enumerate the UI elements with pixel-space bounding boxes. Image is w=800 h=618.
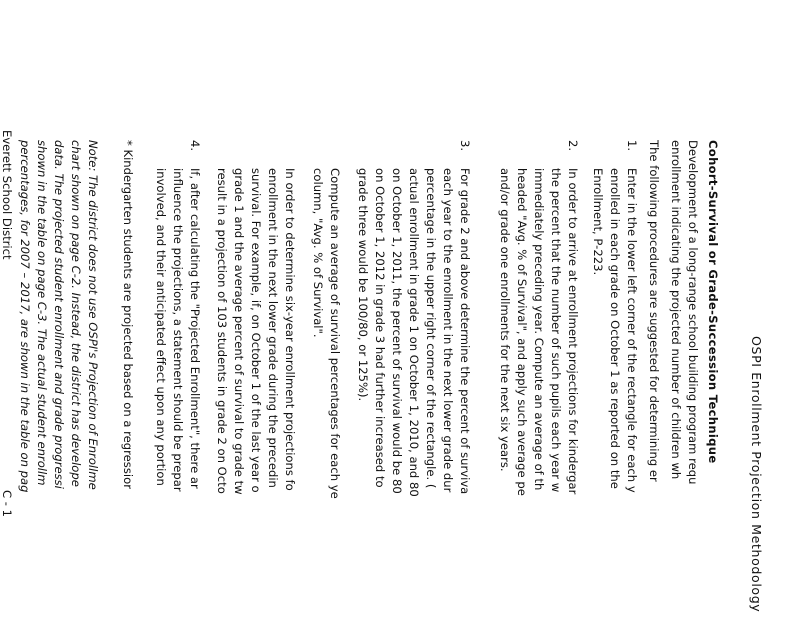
- list-item-line: column, "Avg. % of Survival".: [311, 168, 325, 338]
- list-item-line: grade 1 and the average percent of survival to grade tw: [232, 168, 246, 495]
- list-item-line: each year to the enrollment in the next lower grade dur: [441, 168, 455, 493]
- note-line: chart shown on page C-2. Instead, the district has develope: [69, 140, 83, 487]
- list-item-line: For grade 2 and above determine the percent of surviva: [458, 168, 472, 495]
- list-item-line: In order to arrive at enrollment projections for kindergar: [566, 168, 580, 495]
- list-item-line: survival. For example, if, on October 1 of the last year o: [249, 168, 263, 493]
- list-item-line: on October 1, 2011, the percent of survival would be 80: [390, 168, 404, 494]
- list-item-line: and/or grade one enrollments for the next six years.: [498, 168, 512, 472]
- list-item-line: the percent that the number of such pupils each year w: [549, 168, 563, 493]
- section-heading: Cohort-Survival or Grade-Succession Technique: [706, 140, 720, 464]
- note-line: percentages, for 2007 – 2017, are shown in the table on pag: [18, 140, 32, 493]
- list-item-line: influence the projections, a statement should be prepar: [171, 168, 185, 492]
- list-item-number: 1.: [625, 140, 639, 152]
- note-line: shown in the table on page C-3. The actual student enrollm: [35, 140, 49, 486]
- footer-page-number: C - 1: [0, 490, 14, 518]
- list-item-number: 4.: [188, 140, 202, 152]
- footnote: * Kindergarten students are projected based on a regressior: [121, 140, 135, 489]
- list-item-line: If, after calculating the "Projected Enrollment", there ar: [188, 168, 202, 489]
- intro-line: The following procedures are suggested for determining er: [647, 140, 661, 482]
- list-item-line: result in a projection of 103 students in grade 2 on Octo: [215, 168, 229, 494]
- page-title: OSPI Enrollment Projection Methodology: [749, 336, 764, 613]
- list-item-line: immediately preceding year. Compute an average of th: [532, 168, 546, 491]
- list-item-line: involved, and their anticipated effect upon any portion: [154, 168, 168, 486]
- list-item-line: enrolled in each grade on October 1 as reported on the: [608, 168, 622, 489]
- list-item-number: 3.: [458, 140, 472, 152]
- list-item-line: enrollment in the next lower grade during the precedin: [266, 168, 280, 488]
- list-item-line: on October 1, 2012 in grade 3 had further increased to: [373, 168, 387, 488]
- list-item-number: 2.: [566, 140, 580, 152]
- intro-line: Development of a long-range school building program requ: [686, 140, 700, 485]
- list-item-line: Enrollment, P-223.: [591, 168, 605, 276]
- intro-line: enrollment indicating the projected number of children wh: [669, 140, 683, 480]
- note-line: Note: The district does not use OSPI's Projection of Enrollme: [86, 140, 100, 490]
- note-line: data. The projected student enrollment and grade progressi: [52, 140, 66, 489]
- list-item-line: percentage in the upper right corner of the rectangle. (: [424, 168, 438, 489]
- list-item-line: Enter in the lower left corner of the rectangle for each y: [625, 168, 639, 493]
- list-item-line: grade three would be 100/80, or 125%).: [356, 168, 370, 402]
- list-item-line: Compute an average of survival percentages for each ye: [328, 168, 342, 499]
- list-item-line: actual enrollment in grade 1 on October 1, 2010, and 80: [407, 168, 421, 497]
- list-item-line: headed "Avg. % of Survival", and apply such average pe: [515, 168, 529, 496]
- footer-district: Everett School District: [0, 130, 14, 260]
- list-item-line: In order to determine six-year enrollment projections fo: [283, 168, 297, 491]
